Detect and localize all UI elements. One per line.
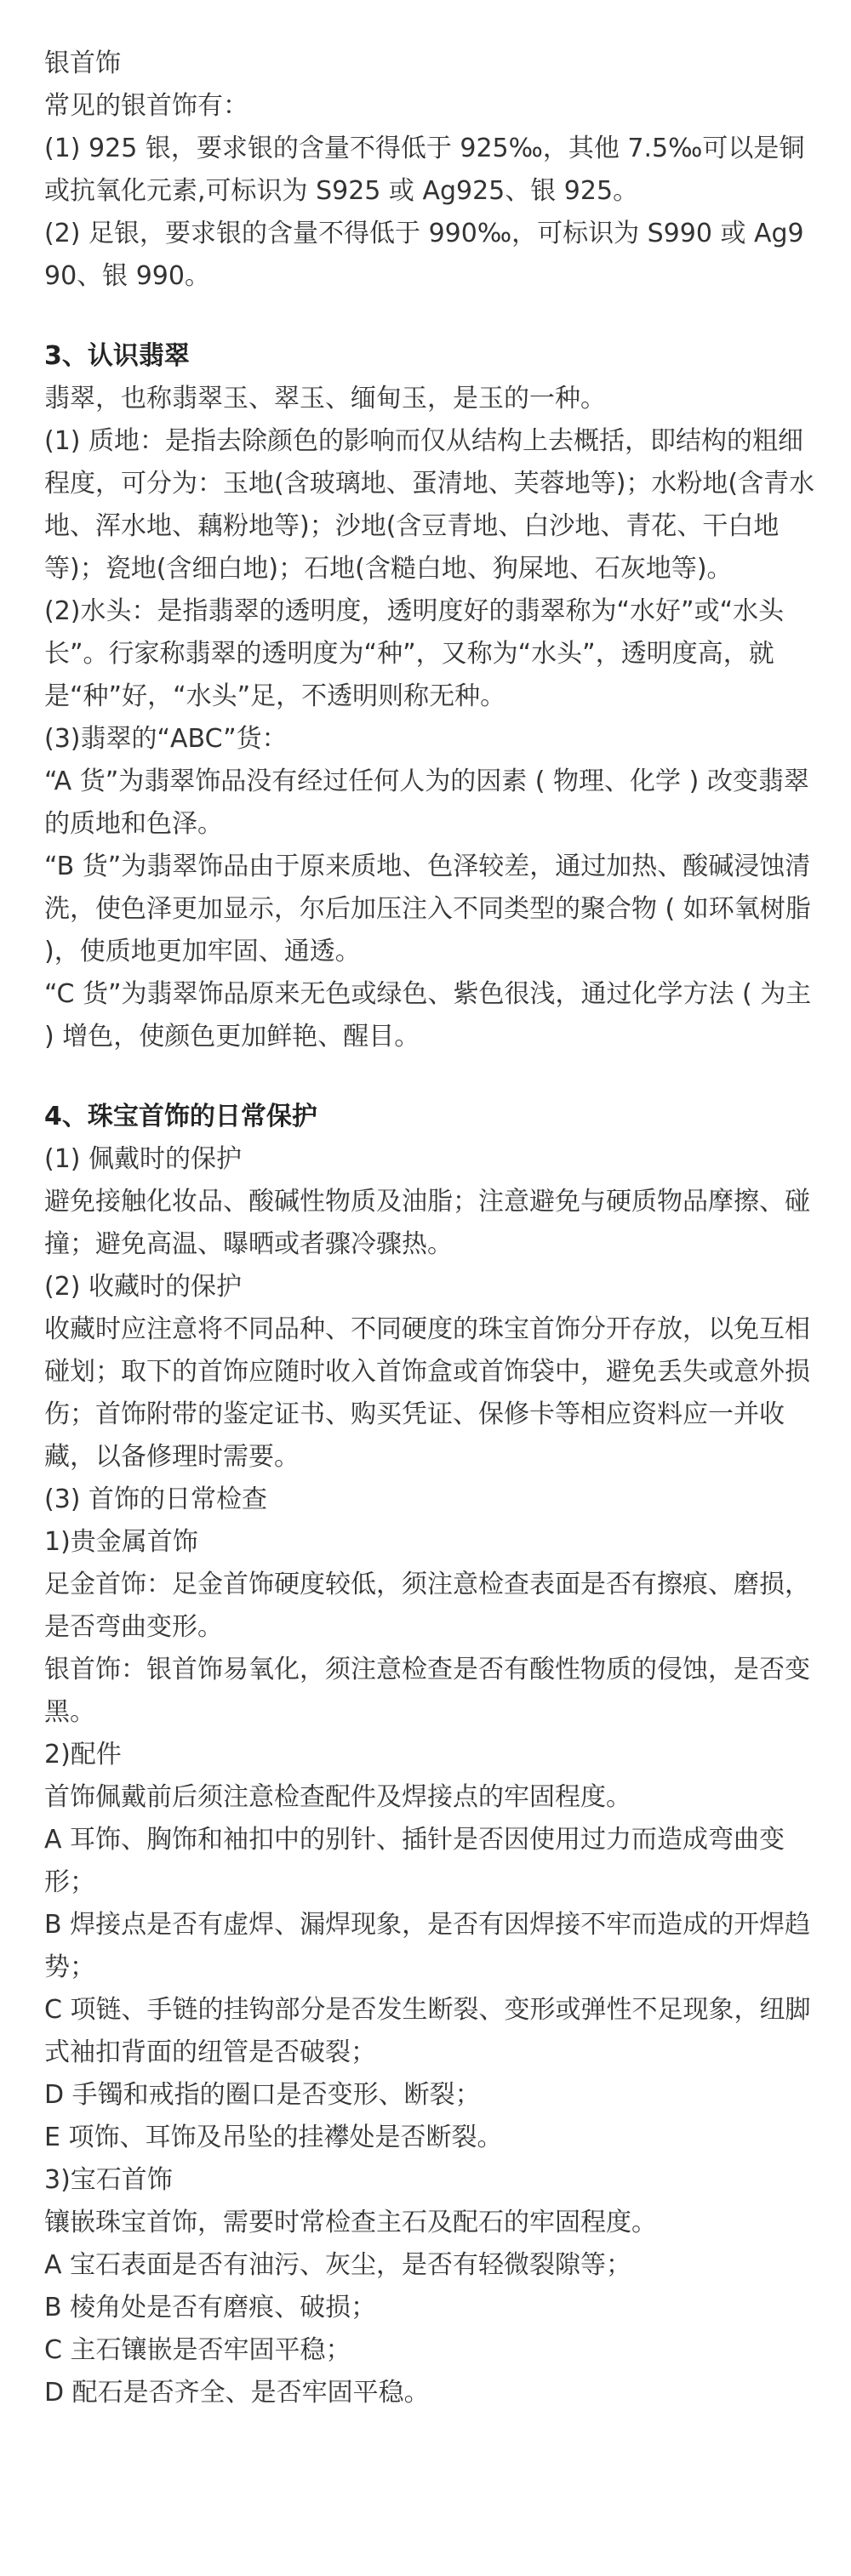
section-spacer bbox=[44, 298, 817, 335]
care-line: D 配石是否齐全、是否牢固平稳。 bbox=[44, 2378, 430, 2408]
care-line: 首饰佩戴前后须注意检查配件及焊接点的牢固程度。 bbox=[44, 1782, 631, 1812]
care-line: 银首饰：银首饰易氧化，须注意检查是否有酸性物质的侵蚀，是否变黑。 bbox=[44, 1655, 810, 1727]
silver-line: (1) 925 银，要求银的含量不得低于 925‰，其他 7.5‰可以是铜或抗氧化元素,可标识为 S925 或 Ag925、银 925。 bbox=[44, 134, 805, 206]
care-line: B 焊接点是否有虚焊、漏焊现象，是否有因焊接不牢而造成的开焊趋势； bbox=[44, 1910, 811, 1982]
care-line: 收藏时应注意将不同品种、不同硬度的珠宝首饰分开存放，以免互相碰划；取下的首饰应随时收入首饰盒或首饰袋中，避免丢失或意外损伤；首饰附带的鉴定证书、购买凭证、保修卡等相应资料应一并收藏，以备修理时需要。 bbox=[44, 1314, 810, 1472]
care-line: B 棱角处是否有磨痕、破损； bbox=[44, 2293, 377, 2322]
silver-line: 常见的银首饰有： bbox=[44, 91, 248, 121]
jade-line: (2)水头：是指翡翠的透明度，透明度好的翡翠称为“水好”或“水头长”。行家称翡翠的透明度为“种”，又称为“水头”，透明度高，就是“种”好，“水头”足，不透明则称无种。 bbox=[44, 596, 785, 711]
silver-line: (2) 足银，要求银的含量不得低于 990‰，可标识为 S990 或 Ag990、银 990。 bbox=[44, 219, 804, 291]
care-line: 2)配件 bbox=[44, 1740, 122, 1770]
care-line: 1)贵金属首饰 bbox=[44, 1527, 198, 1557]
jade-line: 翡翠，也称翡翠玉、翠玉、缅甸玉，是玉的一种。 bbox=[44, 384, 606, 413]
jade-line: “C 货”为翡翠饰品原来无色或绿色、紫色很浅，通过化学方法 ( 为主 ) 增色，使颜色更加鲜艳、醒目。 bbox=[44, 979, 812, 1051]
care-line: C 主石镶嵌是否牢固平稳； bbox=[44, 2335, 351, 2365]
care-line: 避免接触化妆品、酸碱性物质及油脂；注意避免与硬质物品摩擦、碰撞；避免高温、曝晒或者骤冷骤热。 bbox=[44, 1187, 810, 1259]
care-heading: 4、珠宝首饰的日常保护 bbox=[44, 1102, 317, 1131]
care-line: (2) 收藏时的保护 bbox=[44, 1272, 243, 1302]
silver-heading: 银首饰 bbox=[44, 48, 121, 78]
care-line: (3) 首饰的日常检查 bbox=[44, 1485, 268, 1514]
jade-line: “B 货”为翡翠饰品由于原来质地、色泽较差，通过加热、酸碱浸蚀清洗，使色泽更加显示，尔后加压注入不同类型的聚合物 ( 如环氧树脂 )，使质地更加牢固、通透。 bbox=[44, 852, 811, 966]
jade-line: (1) 质地：是指去除颜色的影响而仅从结构上去概括，即结构的粗细程度，可分为：玉地(含玻璃地、蛋清地、芙蓉地等)；水粉地(含青水地、浑水地、藕粉地等)；沙地(含豆青地、白沙地、青花、干白地等)；瓷地(含细白地)；石地(含糙白地、狗屎地、石灰地等)。 bbox=[44, 426, 815, 584]
section-care bbox=[44, 1096, 817, 2414]
care-line: D 手镯和戒指的圈口是否变形、断裂； bbox=[44, 2080, 481, 2110]
section-jade bbox=[44, 335, 817, 1058]
care-line: A 宝石表面是否有油污、灰尘，是否有轻微裂隙等； bbox=[44, 2250, 632, 2280]
care-line: C 项链、手链的挂钩部分是否发生断裂、变形或弹性不足现象，纽脚式袖扣背面的纽管是否破裂； bbox=[44, 1995, 811, 2067]
section-silver bbox=[44, 43, 817, 298]
care-line: 足金首饰：足金首饰硬度较低，须注意检查表面是否有擦痕、磨损，是否弯曲变形。 bbox=[44, 1570, 810, 1642]
jade-line: (3)翡翠的“ABC”货： bbox=[44, 724, 288, 754]
jade-heading: 3、认识翡翠 bbox=[44, 341, 190, 371]
jade-line: “A 货”为翡翠饰品没有经过任何人为的因素 ( 物理、化学 ) 改变翡翠的质地和色泽。 bbox=[44, 767, 809, 839]
care-line: (1) 佩戴时的保护 bbox=[44, 1144, 243, 1174]
care-line: 镶嵌珠宝首饰，需要时常检查主石及配石的牢固程度。 bbox=[44, 2208, 657, 2237]
care-line: 3)宝石首饰 bbox=[44, 2165, 173, 2195]
care-line: E 项饰、耳饰及吊坠的挂襻处是否断裂。 bbox=[44, 2123, 503, 2152]
care-line: A 耳饰、胸饰和袖扣中的别针、插针是否因使用过力而造成弯曲变形； bbox=[44, 1825, 785, 1897]
section-spacer bbox=[44, 1058, 817, 1096]
